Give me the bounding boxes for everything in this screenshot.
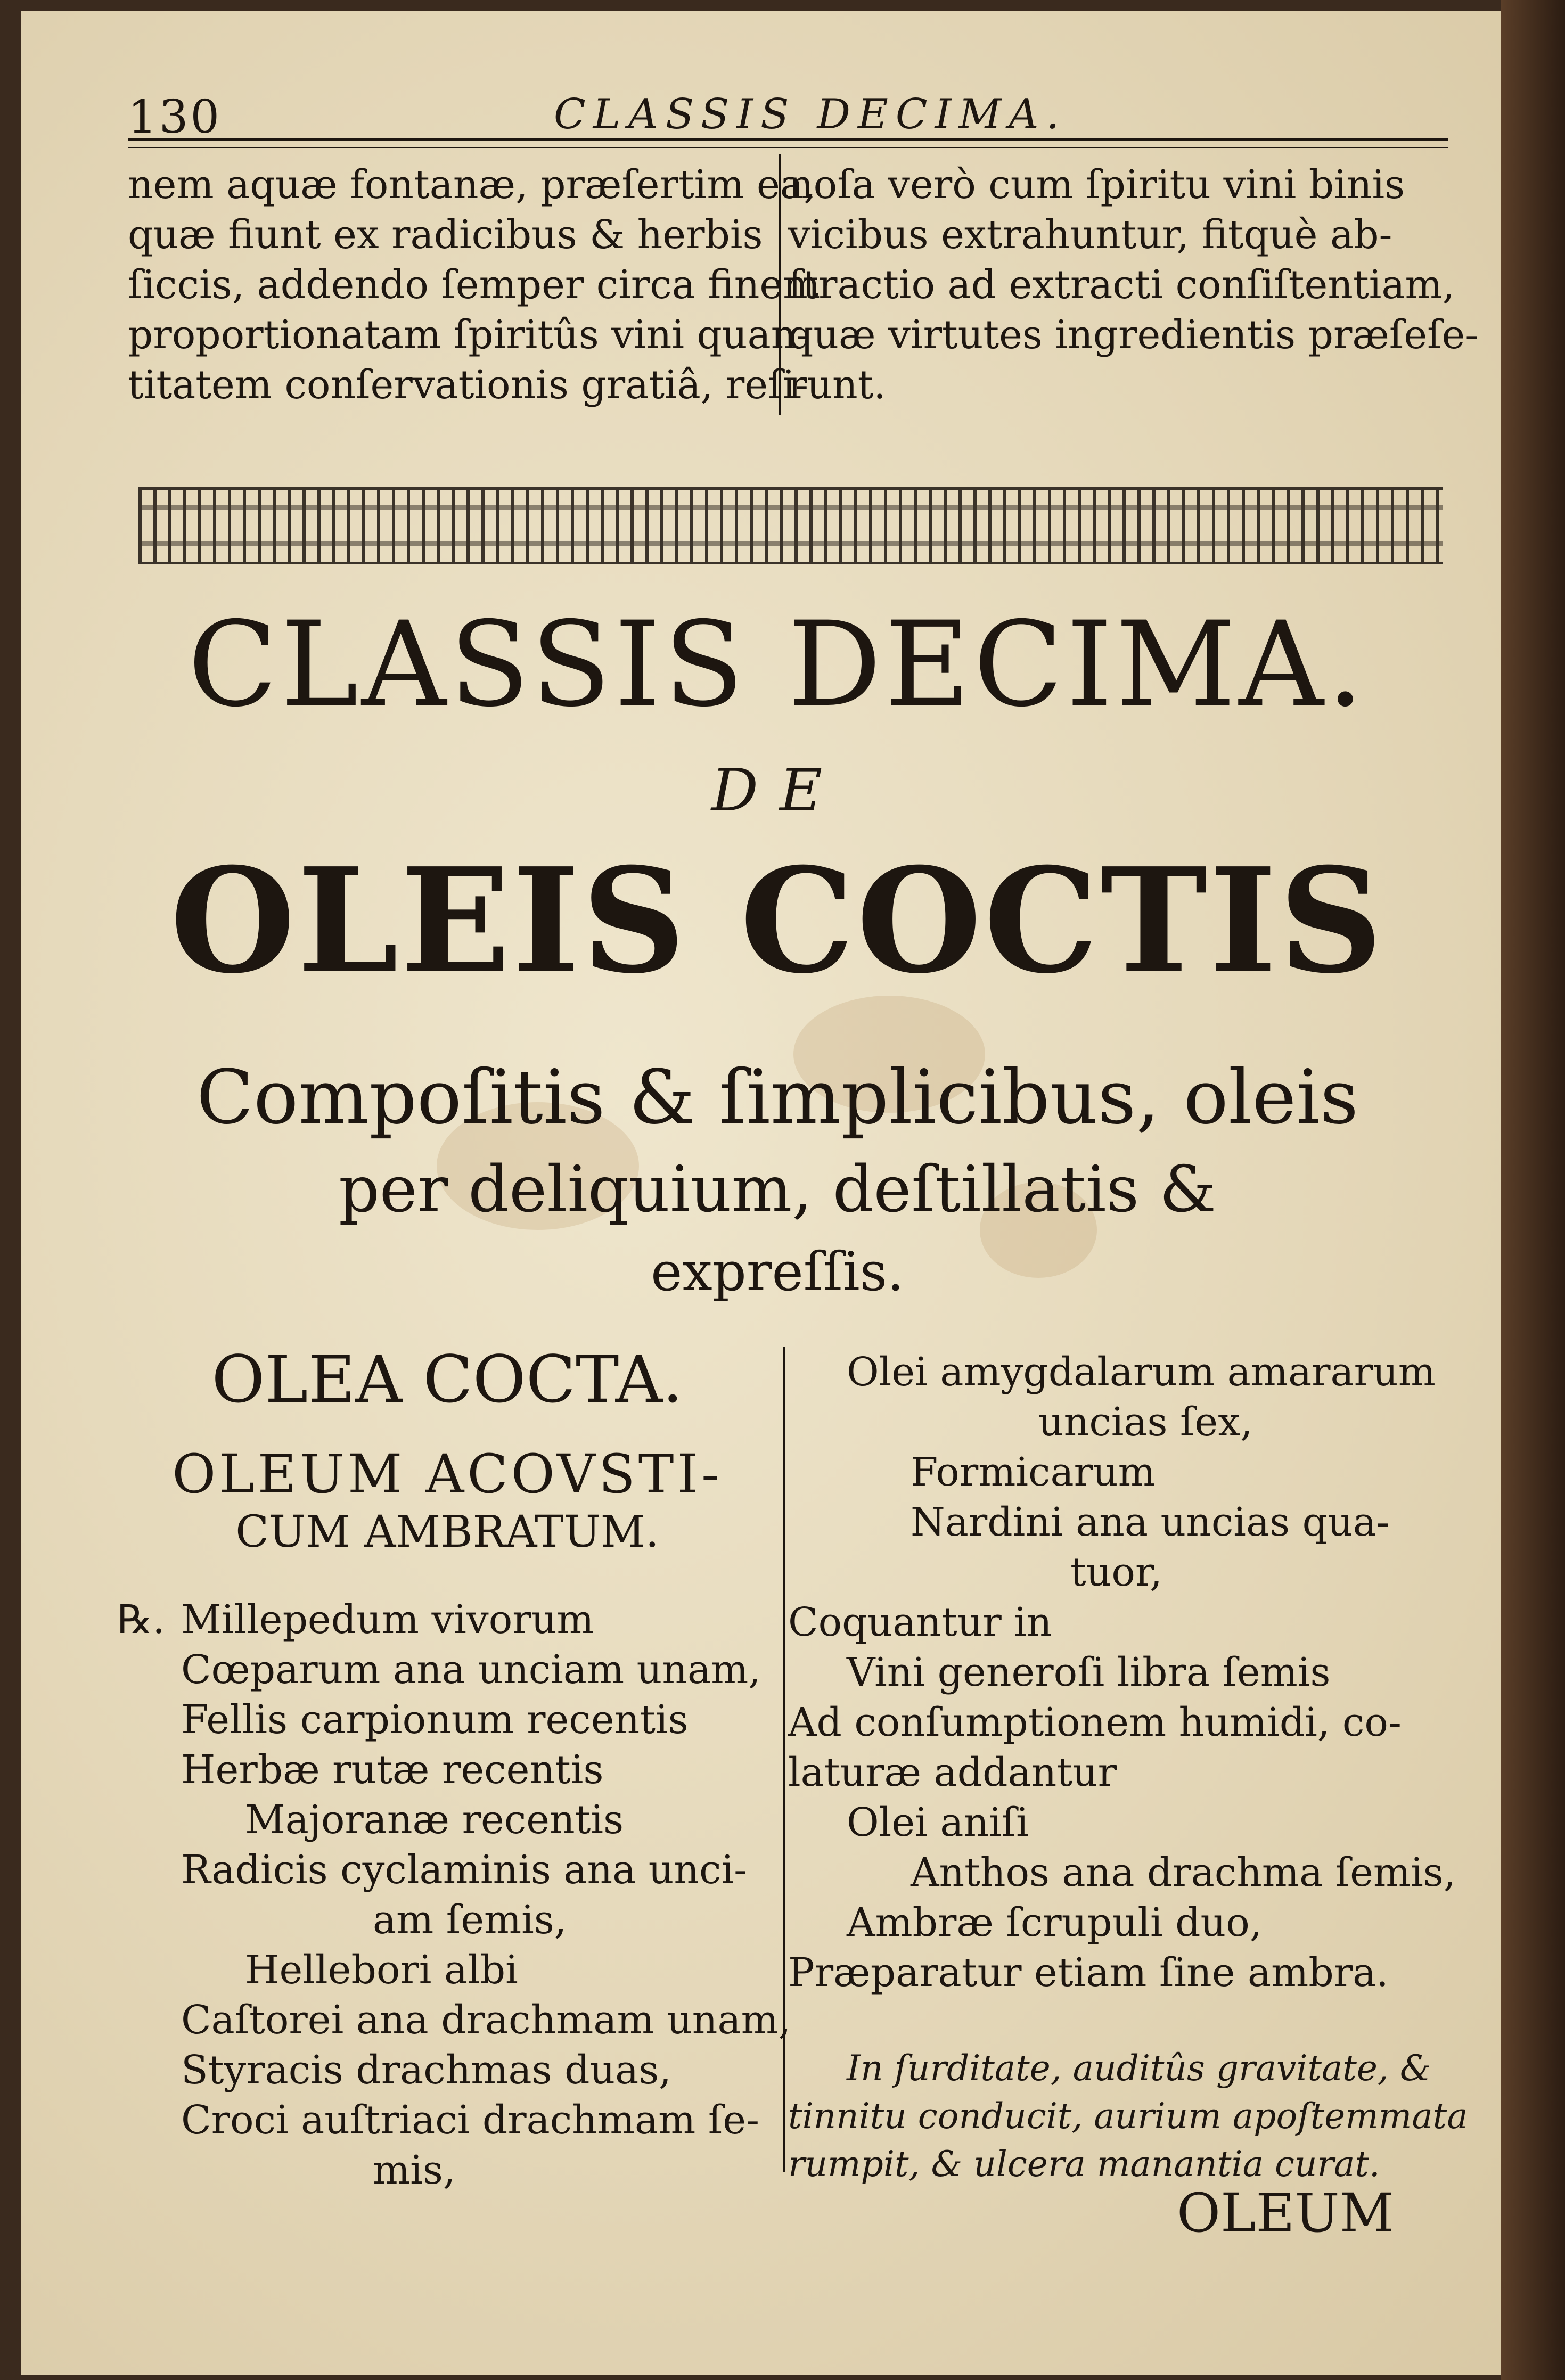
text-line: runt. xyxy=(788,362,886,408)
ingredient-line: Vini generoſi libra ſemis xyxy=(847,1649,1331,1695)
ingredient-line: Croci auſtriaci drachmam ſe- xyxy=(181,2097,760,2143)
text-line: vicibus extrahuntur, fitquè ab- xyxy=(788,212,1392,258)
ingredient-line: Formicarum xyxy=(911,1449,1156,1495)
ingredient-line: Majoranæ recentis xyxy=(245,1797,624,1843)
title-oleis-coctis: OLEIS COCTIS xyxy=(170,836,1385,1005)
recipe-symbol: ℞. xyxy=(117,1597,165,1643)
title-subtitle-3: expreſſis. xyxy=(651,1241,904,1303)
top-right-column xyxy=(788,160,1478,410)
text-line: ſiccis, addendo ſemper circa finem xyxy=(128,262,821,308)
ingredient-line: Styracis drachmas duas, xyxy=(181,2047,671,2093)
note-line: In ſurditate, auditûs gravitate, & xyxy=(847,2048,1431,2089)
catchword: OLEUM xyxy=(1177,2182,1395,2244)
section-heading: OLEA COCTA. xyxy=(211,1342,683,1417)
ornamental-border xyxy=(138,487,1443,564)
title-subtitle-2: per deliquium, deſtillatis & xyxy=(338,1153,1217,1227)
usage-note xyxy=(788,2045,1468,2188)
ingredient-line: mis, xyxy=(373,2147,456,2193)
ingredient-line: Coquantur in xyxy=(788,1599,1052,1645)
ingredient-line: Fellis carpionum recentis xyxy=(181,1697,689,1743)
ingredient-line: Olei aniſi xyxy=(847,1800,1029,1845)
ingredient-line: Nardini ana uncias qua- xyxy=(911,1499,1390,1545)
text-line: noſa verò cum ſpiritu vini binis xyxy=(788,162,1405,208)
ingredient-line: laturæ addantur xyxy=(788,1750,1117,1795)
header-rule-thin xyxy=(128,147,1448,148)
column-divider xyxy=(779,154,781,415)
ingredient-line: Hellebori albi xyxy=(245,1947,518,1993)
recipe-title-1: OLEUM ACOVSTI- xyxy=(172,1443,723,1505)
header-rule xyxy=(128,138,1448,141)
ingredient-line: Herbæ rutæ recentis xyxy=(181,1747,604,1793)
text-line: quæ fiunt ex radicibus & herbis xyxy=(128,212,763,258)
title-subtitle-1: Compoſitis & ſimplicibus, oleis xyxy=(196,1054,1359,1141)
book-page xyxy=(21,11,1539,2375)
column-divider xyxy=(783,1347,785,2172)
text-line: titatem conſervationis gratiâ, reſi- xyxy=(128,362,809,408)
text-line: quæ virtutes ingredientis præſeſe- xyxy=(788,312,1479,358)
top-left-column xyxy=(128,160,820,410)
ingredient-line: am ſemis, xyxy=(373,1897,567,1943)
running-title: CLASSIS DECIMA. xyxy=(554,91,1067,138)
ingredient-line: Præparatur etiam ſine ambra. xyxy=(788,1950,1389,1996)
text-line: ſtractio ad extracti conſiſtentiam, xyxy=(788,262,1455,308)
ingredient-line: Radicis cyclaminis ana unci- xyxy=(181,1847,748,1893)
ingredient-line: Ad conſumptionem humidi, co- xyxy=(788,1700,1402,1745)
recipe-title-2: CUM AMBRATUM. xyxy=(235,1507,659,1557)
ingredient-line: Millepedum vivorum xyxy=(181,1597,594,1643)
text-line: nem aquæ fontanæ, præſertim ea, xyxy=(128,162,816,208)
ingredient-line: Caſtorei ana drachmam unam, xyxy=(181,1997,791,2043)
ingredient-line: Olei amygdalarum amararum xyxy=(847,1349,1436,1395)
title-classis: CLASSIS DECIMA. xyxy=(187,596,1367,733)
title-de: DE xyxy=(711,756,844,824)
ingredient-line: uncias ſex, xyxy=(1038,1399,1253,1445)
ingredient-line: tuor, xyxy=(1070,1549,1162,1595)
page-number: 130 xyxy=(128,91,222,144)
note-line: tinnitu conducit, aurium apoſtemmata xyxy=(788,2096,1468,2137)
recipe-ingredients-left xyxy=(181,1595,791,2195)
recipe-ingredients-right xyxy=(788,1347,1456,1998)
ingredient-line: Cœparum ana unciam unam, xyxy=(181,1647,761,1693)
note-line: rumpit, & ulcera manantia curat. xyxy=(788,2144,1380,2185)
book-binding-edge xyxy=(1501,0,1565,2380)
text-line: proportionatam ſpiritûs vini quan- xyxy=(128,312,810,358)
ingredient-line: Anthos ana drachma ſemis, xyxy=(911,1850,1456,1895)
ingredient-line: Ambræ ſcrupuli duo, xyxy=(847,1900,1263,1946)
